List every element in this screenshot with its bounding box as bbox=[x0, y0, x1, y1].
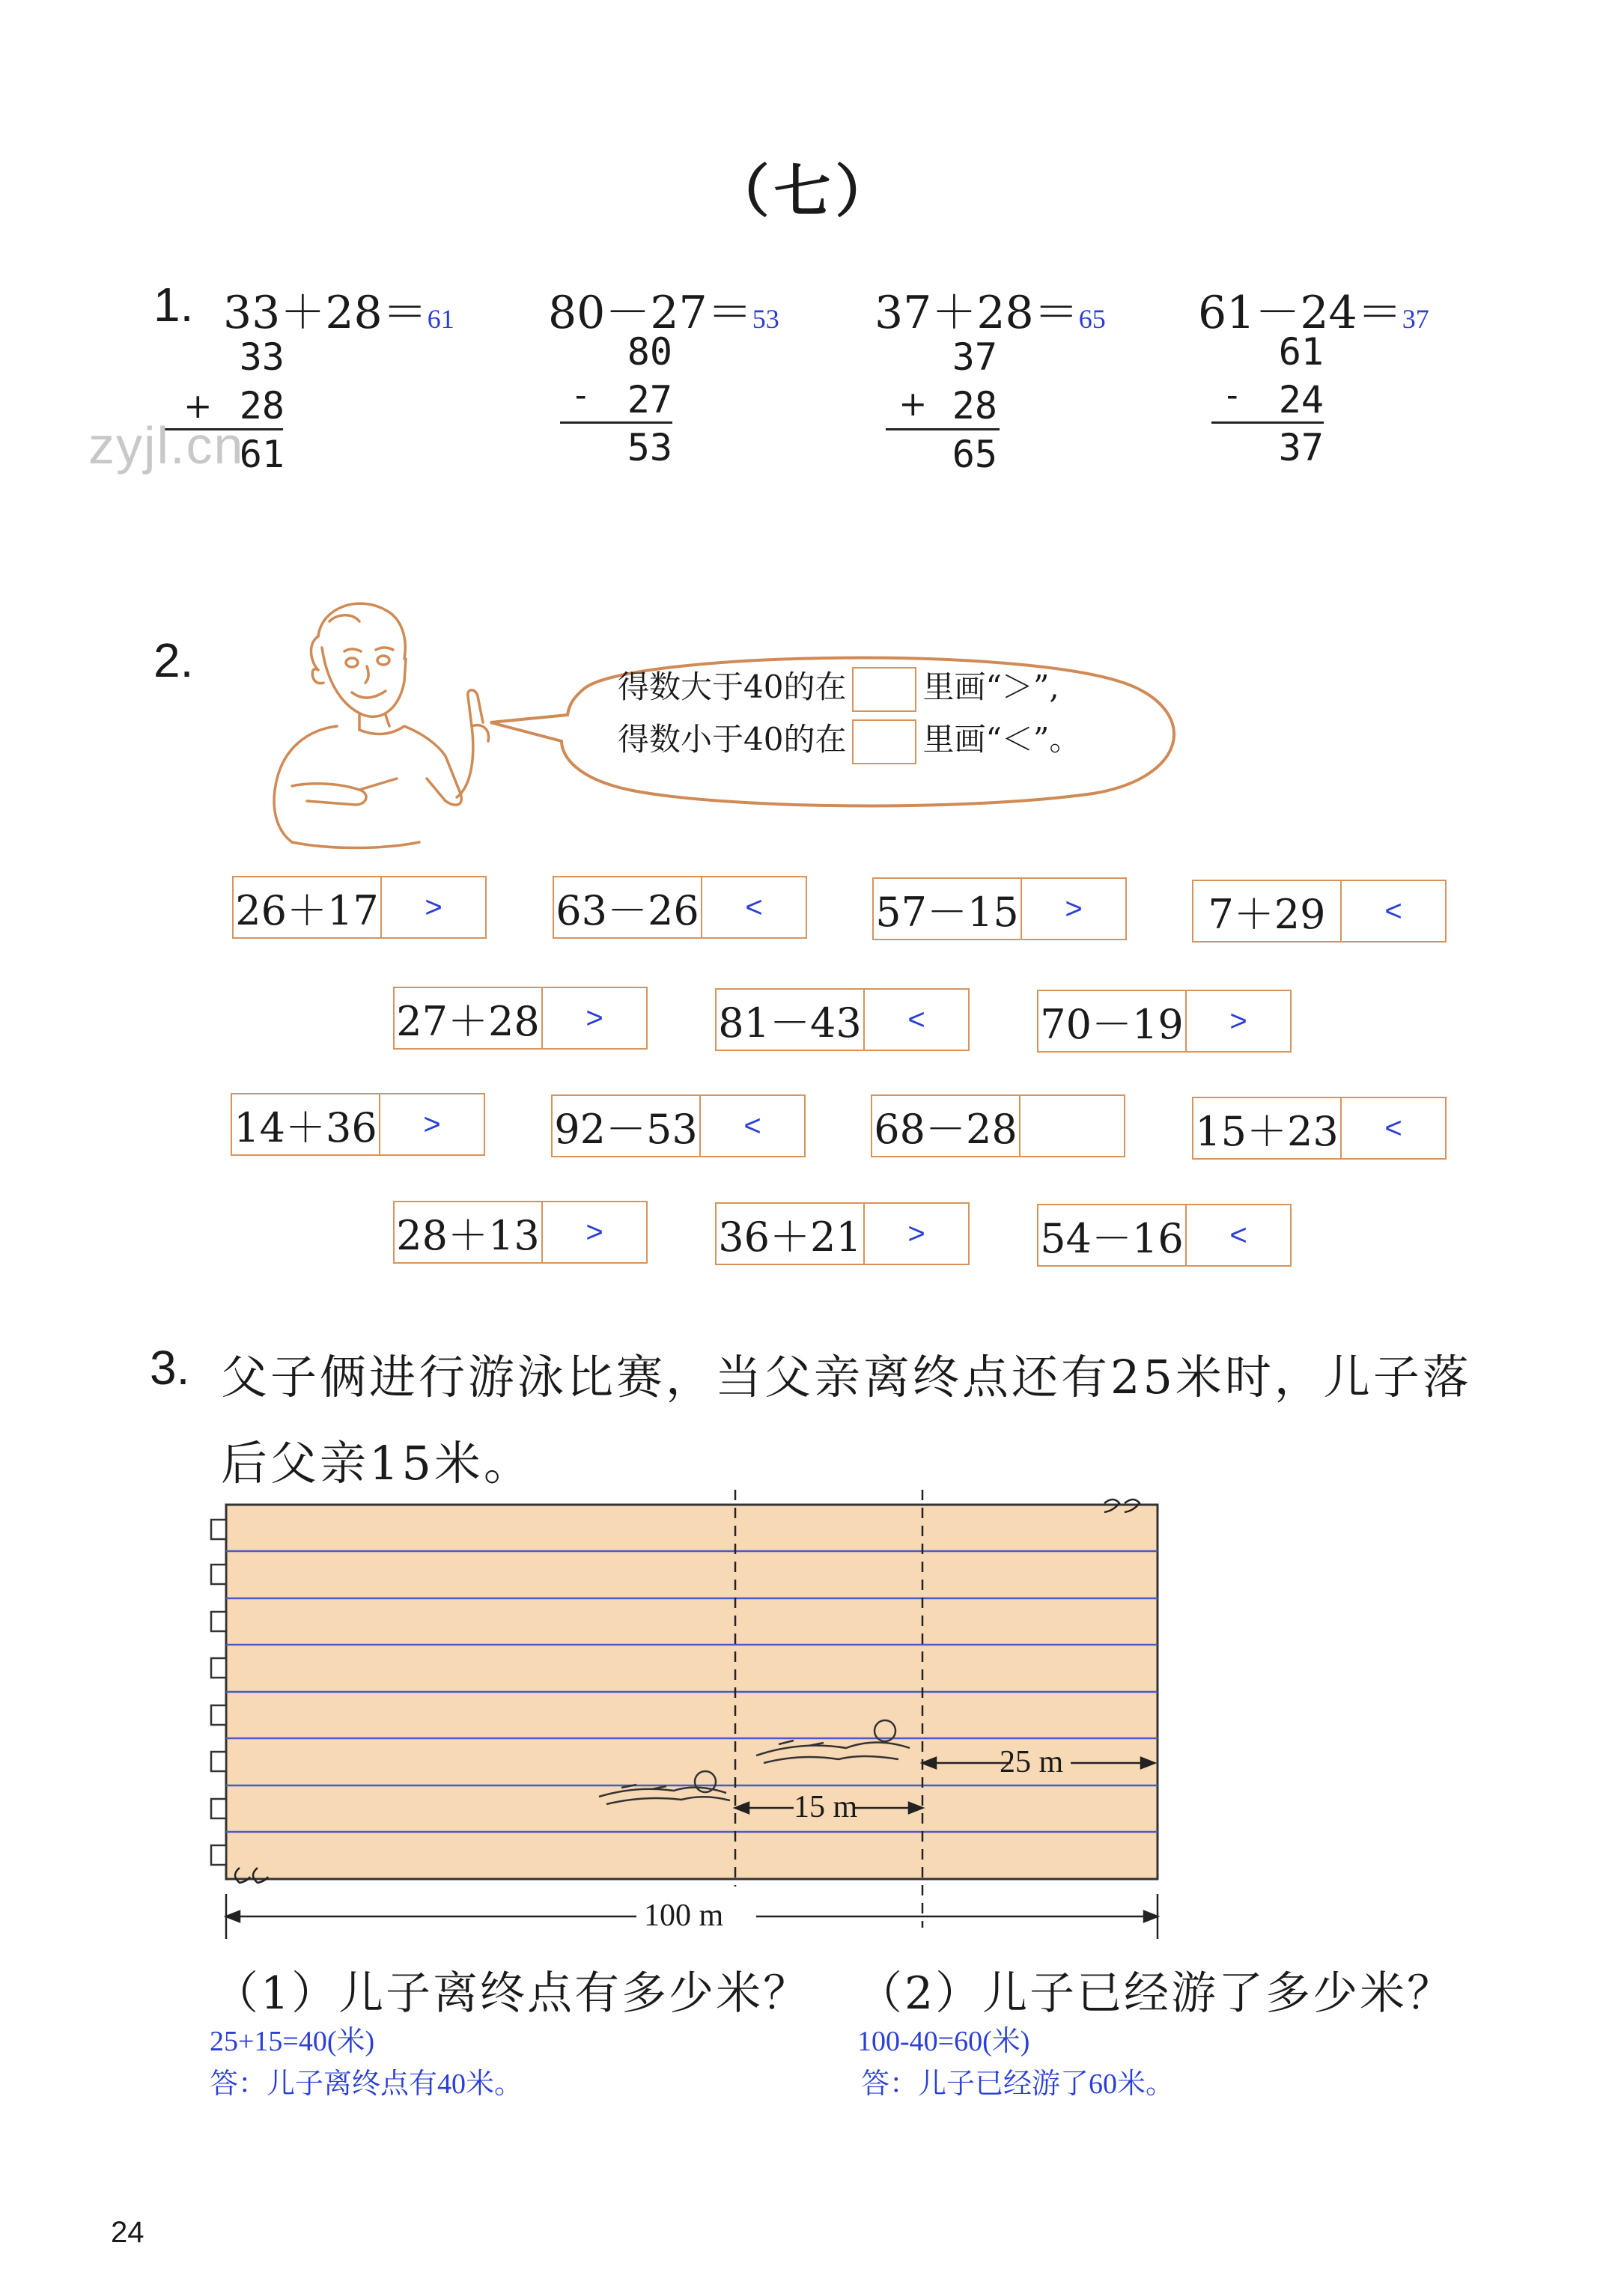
compare-item bbox=[1037, 1204, 1292, 1267]
compare-item bbox=[551, 1094, 806, 1157]
compare-item bbox=[1192, 1097, 1447, 1160]
q1-vertical-op: - bbox=[575, 374, 587, 415]
compare-expression: 7＋29 bbox=[1193, 881, 1342, 941]
q1-equation: 37＋28＝65 bbox=[875, 287, 1106, 339]
compare-expression: 36＋21 bbox=[717, 1204, 865, 1264]
compare-expression: 27＋28 bbox=[395, 988, 543, 1048]
compare-answer-box[interactable]: < bbox=[743, 1109, 761, 1142]
q1-answer: 65 bbox=[1078, 304, 1106, 334]
compare-expression: 15＋23 bbox=[1193, 1098, 1342, 1158]
compare-answer-box[interactable]: < bbox=[745, 890, 763, 924]
q3-text-line-1: 父子俩进行游泳比赛，当父亲离终点还有25米时，儿子落 bbox=[221, 1350, 1472, 1404]
watermark: zyjl.cn bbox=[88, 416, 245, 475]
q1-vertical-bottom: 27 bbox=[627, 378, 672, 421]
q3-sub1-calc: 25+15=40(米) bbox=[210, 2026, 375, 2057]
q1-vertical-op: + bbox=[898, 383, 928, 424]
q1-vertical-top: 33 bbox=[239, 335, 285, 379]
q1-equation: 80－27＝53 bbox=[548, 287, 779, 339]
q3-sub1-answer: 答：儿子离终点有40米。 bbox=[210, 2068, 523, 2100]
compare-item bbox=[393, 1201, 648, 1264]
q1-vertical-result: 65 bbox=[952, 433, 997, 476]
bubble-line-1: 得数大于40的在 里画“＞”, bbox=[618, 663, 1059, 712]
compare-expression: 57－15 bbox=[874, 879, 1022, 939]
compare-answer-box[interactable]: < bbox=[1384, 1111, 1402, 1145]
compare-answer-box[interactable]: > bbox=[1065, 892, 1083, 925]
compare-expression: 70－19 bbox=[1038, 991, 1187, 1051]
compare-answer-box[interactable]: > bbox=[585, 1001, 603, 1035]
compare-answer-box[interactable]: < bbox=[907, 1002, 925, 1036]
question-1-number: 1. bbox=[153, 278, 194, 332]
compare-expression: 92－53 bbox=[553, 1096, 701, 1156]
q1-vertical-bottom: 24 bbox=[1278, 378, 1324, 421]
compare-answer-box[interactable]: > bbox=[1229, 1004, 1247, 1038]
compare-item bbox=[1037, 990, 1292, 1053]
compare-expression: 14＋36 bbox=[232, 1094, 380, 1154]
q1-vertical-top: 80 bbox=[627, 330, 672, 374]
compare-expression: 68－28 bbox=[872, 1096, 1021, 1156]
q1-vertical-result: 53 bbox=[627, 426, 672, 469]
compare-item bbox=[715, 988, 970, 1051]
swimming-pool-diagram bbox=[202, 1490, 1198, 1954]
q3-sub2-calc: 100-40=60(米) bbox=[857, 2026, 1030, 2057]
compare-item bbox=[872, 877, 1127, 940]
q1-equation: 33＋28＝61 bbox=[223, 287, 454, 339]
distance-label-25m: 25 m bbox=[1000, 1745, 1064, 1779]
compare-answer-box[interactable]: > bbox=[425, 890, 442, 924]
q1-equation: 61－24＝37 bbox=[1198, 287, 1429, 339]
compare-item bbox=[871, 1094, 1125, 1157]
bubble-box bbox=[852, 667, 916, 712]
q3-sub-question-1: （1）儿子离终点有多少米？ bbox=[213, 1967, 811, 2020]
compare-expression: 81－43 bbox=[717, 990, 865, 1050]
compare-expression: 26＋17 bbox=[234, 877, 382, 937]
section-title: （七） bbox=[712, 158, 897, 225]
q1-vertical-top: 61 bbox=[1278, 330, 1324, 374]
compare-answer-box[interactable]: < bbox=[1384, 894, 1402, 928]
bubble-box bbox=[852, 719, 916, 764]
q1-vertical-bottom: 28 bbox=[239, 384, 285, 427]
compare-expression: 54－16 bbox=[1038, 1205, 1187, 1265]
compare-item bbox=[232, 876, 487, 939]
q3-sub-question-2: （2）儿子已经游了多少米？ bbox=[857, 1967, 1455, 2020]
compare-item bbox=[715, 1202, 970, 1265]
q1-answer: 61 bbox=[427, 304, 454, 334]
q1-vertical-top: 37 bbox=[952, 335, 997, 379]
compare-item bbox=[393, 987, 648, 1050]
compare-item bbox=[231, 1093, 485, 1156]
compare-item bbox=[553, 876, 807, 939]
bubble-line-2: 得数小于40的在 里画“＜”。 bbox=[618, 715, 1080, 764]
compare-answer-box[interactable]: > bbox=[423, 1107, 441, 1141]
compare-answer-box[interactable]: > bbox=[585, 1215, 603, 1249]
compare-expression: 28＋13 bbox=[395, 1202, 543, 1262]
question-3-number: 3. bbox=[150, 1341, 190, 1395]
compare-answer-box[interactable]: > bbox=[907, 1216, 925, 1250]
q3-sub2-answer: 答：儿子已经游了60米。 bbox=[861, 2068, 1175, 2100]
compare-item bbox=[1192, 880, 1447, 943]
compare-answer-box[interactable]: < bbox=[1229, 1218, 1247, 1252]
question-2-number: 2. bbox=[153, 633, 194, 687]
distance-label-15m: 15 m bbox=[794, 1790, 858, 1824]
q1-vertical-result: 37 bbox=[1278, 426, 1324, 469]
q1-answer: 53 bbox=[752, 304, 779, 334]
boy-illustration-icon bbox=[247, 591, 502, 853]
compare-expression: 63－26 bbox=[554, 877, 702, 937]
q1-vertical-result: 61 bbox=[239, 433, 285, 476]
q3-text-line-2: 后父亲15米。 bbox=[221, 1436, 533, 1490]
q1-vertical-bottom: 28 bbox=[952, 384, 997, 427]
distance-label-100m: 100 m bbox=[644, 1898, 724, 1933]
q1-vertical-op: + bbox=[183, 386, 213, 426]
q1-vertical-op: - bbox=[1226, 374, 1238, 415]
page-number: 24 bbox=[111, 2216, 145, 2249]
compare-answer-box[interactable] bbox=[1021, 1096, 1124, 1156]
q1-answer: 37 bbox=[1402, 304, 1429, 334]
